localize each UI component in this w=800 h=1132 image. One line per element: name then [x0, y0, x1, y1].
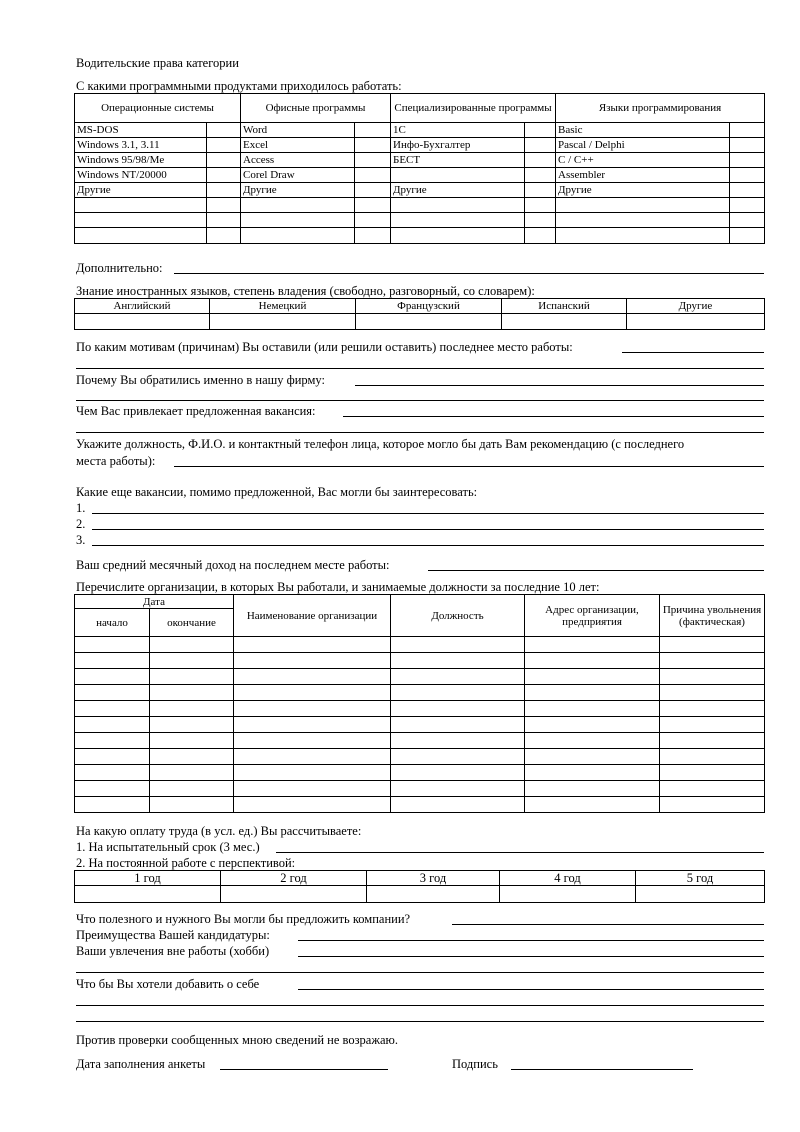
blank-cell[interactable] [556, 198, 730, 213]
start-cell[interactable] [75, 653, 150, 669]
lang-level-cell[interactable] [356, 314, 502, 330]
header-os: Операционные системы [75, 94, 241, 123]
lang-other: Другие [627, 299, 765, 314]
position-cell[interactable] [391, 653, 525, 669]
check-cell[interactable] [730, 153, 765, 168]
year-1-header: 1 год [75, 871, 221, 886]
special-cell [391, 168, 525, 183]
add-about-field-2[interactable] [76, 1005, 764, 1006]
start-cell[interactable] [75, 749, 150, 765]
year-5-header: 5 год [636, 871, 765, 886]
start-cell[interactable] [75, 765, 150, 781]
blank-cell[interactable] [75, 213, 207, 228]
add-about-field-3[interactable] [76, 1021, 764, 1022]
special-cell: БЕСТ [391, 153, 525, 168]
blank-cell[interactable] [241, 228, 355, 244]
check-cell[interactable] [355, 138, 391, 153]
os-cell: MS-DOS [75, 123, 207, 138]
position-cell[interactable] [391, 685, 525, 701]
check-cell[interactable] [207, 198, 241, 213]
check-cell[interactable] [207, 228, 241, 244]
address-cell[interactable] [525, 781, 660, 797]
reason-cell[interactable] [660, 765, 765, 781]
position-cell[interactable] [391, 781, 525, 797]
lang-cell: C / C++ [556, 153, 730, 168]
check-cell[interactable] [730, 228, 765, 244]
vacancy-question: Чем Вас привлекает предложенная вакансия: [76, 404, 316, 418]
check-cell[interactable] [525, 123, 556, 138]
other-vacancy-field-2[interactable] [92, 529, 764, 530]
table-row [75, 781, 765, 797]
table-row [75, 669, 765, 685]
fill-date-label: Дата заполнения анкеты [76, 1057, 206, 1071]
advantages-field[interactable] [298, 940, 764, 941]
check-cell[interactable] [355, 153, 391, 168]
check-cell[interactable] [525, 138, 556, 153]
signature-label: Подпись [452, 1057, 498, 1071]
consent-text: Против проверки сообщенных мною сведений не возражаю. [76, 1033, 398, 1047]
table-row [75, 733, 765, 749]
org-cell[interactable] [234, 765, 391, 781]
org-cell[interactable] [234, 701, 391, 717]
lang-french: Французский [356, 299, 502, 314]
end-header: окончание [150, 609, 234, 637]
end-cell[interactable] [150, 701, 234, 717]
office-cell: Corel Draw [241, 168, 355, 183]
reference-question-1: Укажите должность, Ф.И.О. и контактный телефон лица, которое могло бы дать Вам рекомендацию (с последнего [76, 437, 685, 451]
address-cell[interactable] [525, 765, 660, 781]
reason-cell[interactable] [660, 797, 765, 813]
address-cell[interactable] [525, 733, 660, 749]
header-office: Офисные программы [241, 94, 391, 123]
check-cell[interactable] [730, 123, 765, 138]
reason-cell[interactable] [660, 733, 765, 749]
office-cell: Другие [241, 183, 355, 198]
check-cell[interactable] [207, 123, 241, 138]
org-cell[interactable] [234, 733, 391, 749]
other-vacancies-question: Какие еще вакансии, помимо предложенной, Вас могли бы заинтересовать: [76, 485, 478, 499]
reason-cell[interactable] [660, 653, 765, 669]
reason-cell[interactable] [660, 685, 765, 701]
reason-cell[interactable] [660, 637, 765, 653]
check-cell[interactable] [355, 198, 391, 213]
lang-cell: Basic [556, 123, 730, 138]
advantages-question: Преимущества Вашей кандидатуры: [76, 928, 270, 942]
year-3-header: 3 год [367, 871, 500, 886]
position-cell[interactable] [391, 701, 525, 717]
lang-level-cell[interactable] [210, 314, 356, 330]
lang-level-cell[interactable] [627, 314, 765, 330]
salary-trial-field[interactable] [276, 852, 764, 853]
reference-field[interactable] [174, 466, 764, 467]
table-row [75, 637, 765, 653]
salary-cell[interactable] [221, 886, 367, 903]
address-cell[interactable] [525, 637, 660, 653]
end-cell[interactable] [150, 685, 234, 701]
special-cell: Другие [391, 183, 525, 198]
year-2-header: 2 год [221, 871, 367, 886]
table-row [75, 749, 765, 765]
item-number-3: 3. [76, 533, 86, 547]
org-cell[interactable] [234, 637, 391, 653]
blank-cell[interactable] [75, 198, 207, 213]
date-header: Дата [75, 595, 234, 609]
check-cell[interactable] [207, 213, 241, 228]
salary-cell[interactable] [75, 886, 221, 903]
check-cell[interactable] [730, 138, 765, 153]
check-cell[interactable] [525, 228, 556, 244]
check-cell[interactable] [355, 228, 391, 244]
check-cell[interactable] [525, 213, 556, 228]
salary-cell[interactable] [367, 886, 500, 903]
office-cell: Word [241, 123, 355, 138]
os-cell: Другие [75, 183, 207, 198]
blank-cell[interactable] [556, 213, 730, 228]
address-cell[interactable] [525, 701, 660, 717]
lang-level-cell[interactable] [75, 314, 210, 330]
check-cell[interactable] [207, 138, 241, 153]
table-row [75, 717, 765, 733]
position-cell[interactable] [391, 717, 525, 733]
languages-table [74, 298, 765, 330]
address-cell[interactable] [525, 717, 660, 733]
org-cell[interactable] [234, 653, 391, 669]
reason-cell[interactable] [660, 701, 765, 717]
reason-cell[interactable] [660, 669, 765, 685]
end-cell[interactable] [150, 717, 234, 733]
office-cell: Excel [241, 138, 355, 153]
check-cell[interactable] [525, 198, 556, 213]
lang-english: Английский [75, 299, 210, 314]
start-cell[interactable] [75, 701, 150, 717]
check-cell[interactable] [525, 183, 556, 198]
salary-trial-label: 1. На испытательный срок (3 мес.) [76, 840, 260, 854]
start-cell[interactable] [75, 669, 150, 685]
address-cell[interactable] [525, 797, 660, 813]
check-cell[interactable] [730, 168, 765, 183]
software-question: С какими программными продуктами приходилось работать: [76, 79, 402, 93]
office-cell: Access [241, 153, 355, 168]
org-cell[interactable] [234, 685, 391, 701]
start-cell[interactable] [75, 797, 150, 813]
vacancy-field[interactable] [343, 416, 764, 417]
lang-spanish: Испанский [502, 299, 627, 314]
why-us-field-2[interactable] [76, 400, 764, 401]
org-name-header: Наименование организации [234, 595, 391, 637]
org-cell[interactable] [234, 797, 391, 813]
income-question: Ваш средний месячный доход на последнем месте работы: [76, 558, 390, 572]
end-cell[interactable] [150, 765, 234, 781]
useful-field[interactable] [452, 924, 764, 925]
income-field[interactable] [428, 570, 764, 571]
check-cell[interactable] [207, 168, 241, 183]
additional-label: Дополнительно: [76, 261, 163, 275]
org-cell[interactable] [234, 781, 391, 797]
license-label: Водительские права категории [76, 56, 239, 70]
signature-field[interactable] [511, 1069, 693, 1070]
why-us-question: Почему Вы обратились именно в нашу фирму: [76, 373, 325, 387]
add-about-question: Что бы Вы хотели добавить о себе [76, 977, 260, 991]
position-cell[interactable] [391, 797, 525, 813]
header-languages: Языки программирования [556, 94, 765, 123]
end-cell[interactable] [150, 797, 234, 813]
end-cell[interactable] [150, 781, 234, 797]
table-row [75, 685, 765, 701]
lang-cell: Assembler [556, 168, 730, 183]
software-table [74, 93, 765, 244]
address-cell[interactable] [525, 653, 660, 669]
position-header: Должность [391, 595, 525, 637]
end-cell[interactable] [150, 733, 234, 749]
blank-cell[interactable] [75, 228, 207, 244]
table-row [75, 653, 765, 669]
employment-question: Перечислите организации, в которых Вы работали, и занимаемые должности за последние 10 лет: [76, 580, 600, 594]
table-row [75, 765, 765, 781]
motives-question: По каким мотивам (причинам) Вы оставили (или решили оставить) последнее место работы: [76, 340, 573, 354]
check-cell[interactable] [207, 183, 241, 198]
org-cell[interactable] [234, 669, 391, 685]
why-us-field[interactable] [355, 385, 764, 386]
position-cell[interactable] [391, 637, 525, 653]
os-cell: Windows 95/98/Me [75, 153, 207, 168]
org-cell[interactable] [234, 749, 391, 765]
additional-field[interactable] [174, 273, 764, 274]
check-cell[interactable] [525, 153, 556, 168]
reason-cell[interactable] [660, 749, 765, 765]
blank-cell[interactable] [556, 228, 730, 244]
position-cell[interactable] [391, 669, 525, 685]
start-cell[interactable] [75, 733, 150, 749]
check-cell[interactable] [355, 183, 391, 198]
blank-cell[interactable] [391, 213, 525, 228]
reference-question-2: места работы): [76, 454, 156, 468]
add-about-field[interactable] [298, 989, 764, 990]
blank-cell[interactable] [241, 198, 355, 213]
languages-question: Знание иностранных языков, степень владения (свободно, разговорный, со словарем): [76, 284, 535, 298]
check-cell[interactable] [730, 183, 765, 198]
lang-german: Немецкий [210, 299, 356, 314]
item-number-2: 2. [76, 517, 86, 531]
hobbies-field[interactable] [298, 956, 764, 957]
year-4-header: 4 год [500, 871, 636, 886]
address-cell[interactable] [525, 749, 660, 765]
end-cell[interactable] [150, 637, 234, 653]
blank-cell[interactable] [241, 213, 355, 228]
address-header: Адрес организации, предприятия [525, 595, 660, 637]
item-number-1: 1. [76, 501, 86, 515]
start-cell[interactable] [75, 781, 150, 797]
lang-cell: Другие [556, 183, 730, 198]
salary-cell[interactable] [636, 886, 765, 903]
check-cell[interactable] [730, 198, 765, 213]
org-cell[interactable] [234, 717, 391, 733]
end-cell[interactable] [150, 653, 234, 669]
motives-field[interactable] [622, 352, 764, 353]
salary-cell[interactable] [500, 886, 636, 903]
blank-cell[interactable] [391, 228, 525, 244]
hobbies-question: Ваши увлечения вне работы (хобби) [76, 944, 270, 958]
end-cell[interactable] [150, 669, 234, 685]
address-cell[interactable] [525, 685, 660, 701]
end-cell[interactable] [150, 749, 234, 765]
special-cell: Инфо-Бухгалтер [391, 138, 525, 153]
reason-cell[interactable] [660, 717, 765, 733]
salary-question: На какую оплату труда (в усл. ед.) Вы рассчитываете: [76, 824, 362, 838]
hobbies-field-2[interactable] [76, 972, 764, 973]
start-cell[interactable] [75, 717, 150, 733]
vacancy-field-2[interactable] [76, 432, 764, 433]
os-cell: Windows 3.1, 3.11 [75, 138, 207, 153]
position-cell[interactable] [391, 765, 525, 781]
start-header: начало [75, 609, 150, 637]
reason-cell[interactable] [660, 781, 765, 797]
address-cell[interactable] [525, 669, 660, 685]
fill-date-field[interactable] [220, 1069, 388, 1070]
position-cell[interactable] [391, 733, 525, 749]
salary-permanent-label: 2. На постоянной работе с перспективой: [76, 856, 296, 870]
check-cell[interactable] [730, 213, 765, 228]
start-cell[interactable] [75, 637, 150, 653]
table-row [75, 701, 765, 717]
check-cell[interactable] [525, 168, 556, 183]
motives-field-2[interactable] [76, 368, 764, 369]
other-vacancy-field-1[interactable] [92, 513, 764, 514]
lang-cell: Pascal / Delphi [556, 138, 730, 153]
reason-header: Причина увольнения (фактическая) [660, 595, 765, 637]
salary-table [74, 870, 765, 903]
employment-table [74, 594, 765, 813]
os-cell: Windows NT/20000 [75, 168, 207, 183]
blank-cell[interactable] [391, 198, 525, 213]
useful-question: Что полезного и нужного Вы могли бы предложить компании? [76, 912, 411, 926]
header-specialized: Специализированные программы [391, 94, 556, 123]
table-row [75, 797, 765, 813]
position-cell[interactable] [391, 749, 525, 765]
lang-level-cell[interactable] [502, 314, 627, 330]
check-cell[interactable] [355, 168, 391, 183]
other-vacancy-field-3[interactable] [92, 545, 764, 546]
check-cell[interactable] [207, 153, 241, 168]
check-cell[interactable] [355, 123, 391, 138]
start-cell[interactable] [75, 685, 150, 701]
special-cell: 1С [391, 123, 525, 138]
check-cell[interactable] [355, 213, 391, 228]
